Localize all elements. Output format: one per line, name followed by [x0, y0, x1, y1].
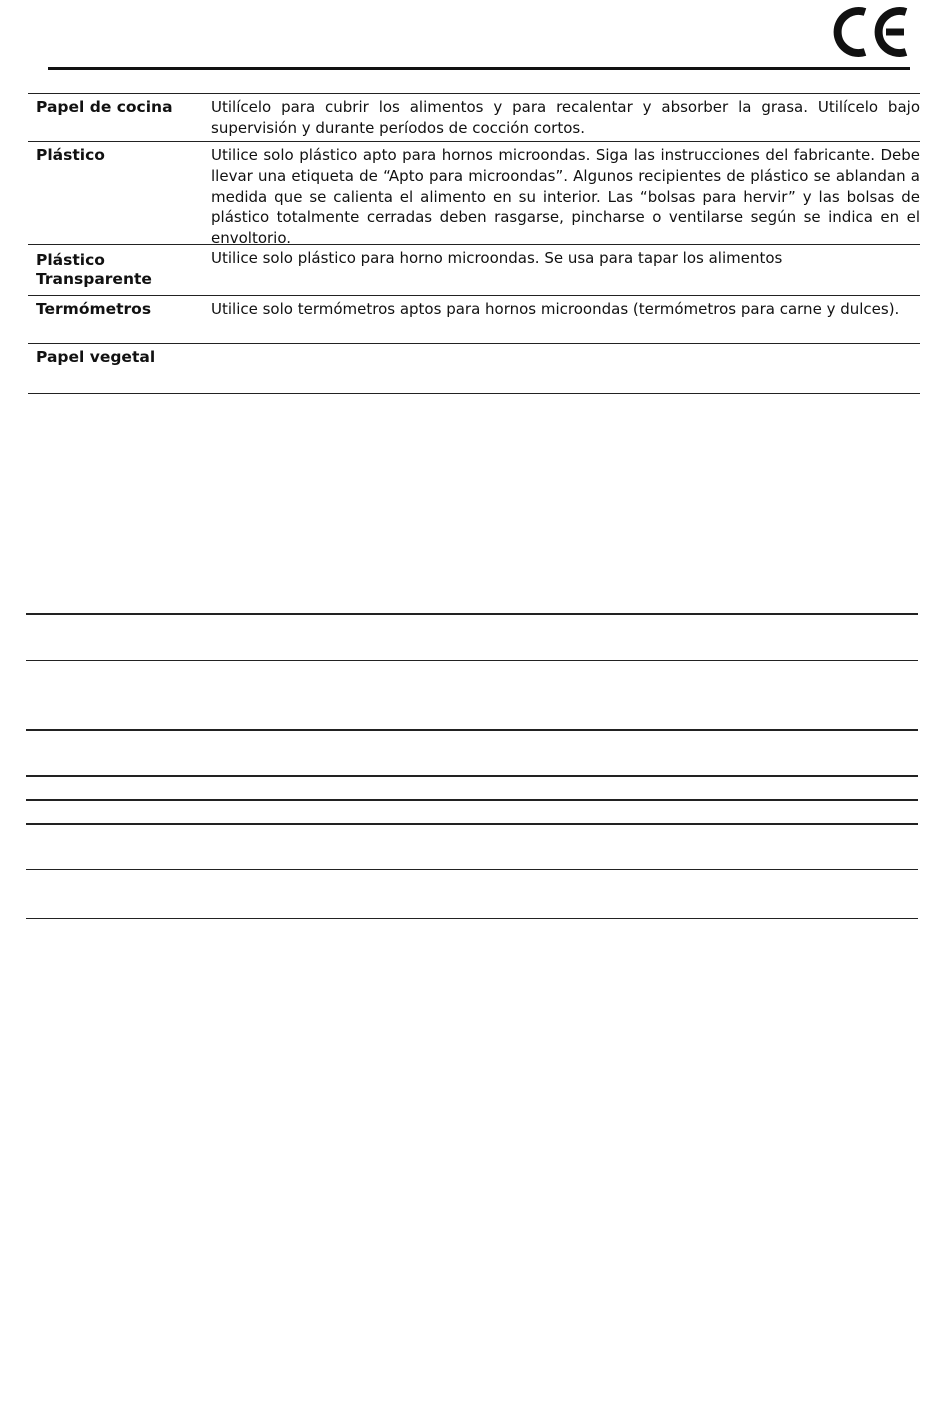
- table-rule: [26, 823, 918, 825]
- material-name: Termómetros: [36, 300, 152, 318]
- table-rule: [26, 918, 918, 919]
- table-rule: [26, 613, 918, 615]
- table-row-papel-de-cocina: [28, 94, 920, 142]
- table-row-termometros: [28, 296, 920, 344]
- table-rule: [26, 799, 918, 801]
- material-name: Plástico: [36, 146, 105, 164]
- table-row-papel-vegetal: [28, 344, 920, 394]
- materials-table: [28, 93, 920, 394]
- header-rule: [48, 67, 910, 70]
- ce-mark-logo: [830, 2, 914, 62]
- table-rule: [26, 775, 918, 777]
- material-name: Papel vegetal: [36, 348, 156, 366]
- table-row-plastico: [28, 142, 920, 248]
- material-description: Utilice solo termómetros aptos para hornos microondas (termómetros para carne y dulces).: [211, 300, 900, 318]
- table-row-plastico-transparente: [28, 245, 920, 296]
- material-name: Plástico Transparente: [36, 251, 152, 288]
- material-description: Utilice solo plástico apto para hornos microondas. Siga las instrucciones del fabricante. Debe llevar una etiqueta de “Apto para microondas”. Algunos recipientes de plástico se ablandan a medida que se calienta el alimento en su interior. Las “bolsas para hervir” y las bolsas de plástico totalmente cerradas deben rasgarse, pincharse o ventilarse según se indica en el envoltorio.: [211, 146, 920, 248]
- material-description: Utilice solo plástico para horno microondas. Se usa para tapar los alimentos: [211, 249, 783, 267]
- table-rule: [26, 869, 918, 870]
- material-description: Utilícelo para cubrir los alimentos y para recalentar y absorber la grasa. Utilícelo bajo supervisión y durante períodos de cocción cortos.: [211, 98, 920, 137]
- table-rule: [26, 660, 918, 661]
- table-rule: [26, 729, 918, 731]
- material-name: Papel de cocina: [36, 98, 173, 116]
